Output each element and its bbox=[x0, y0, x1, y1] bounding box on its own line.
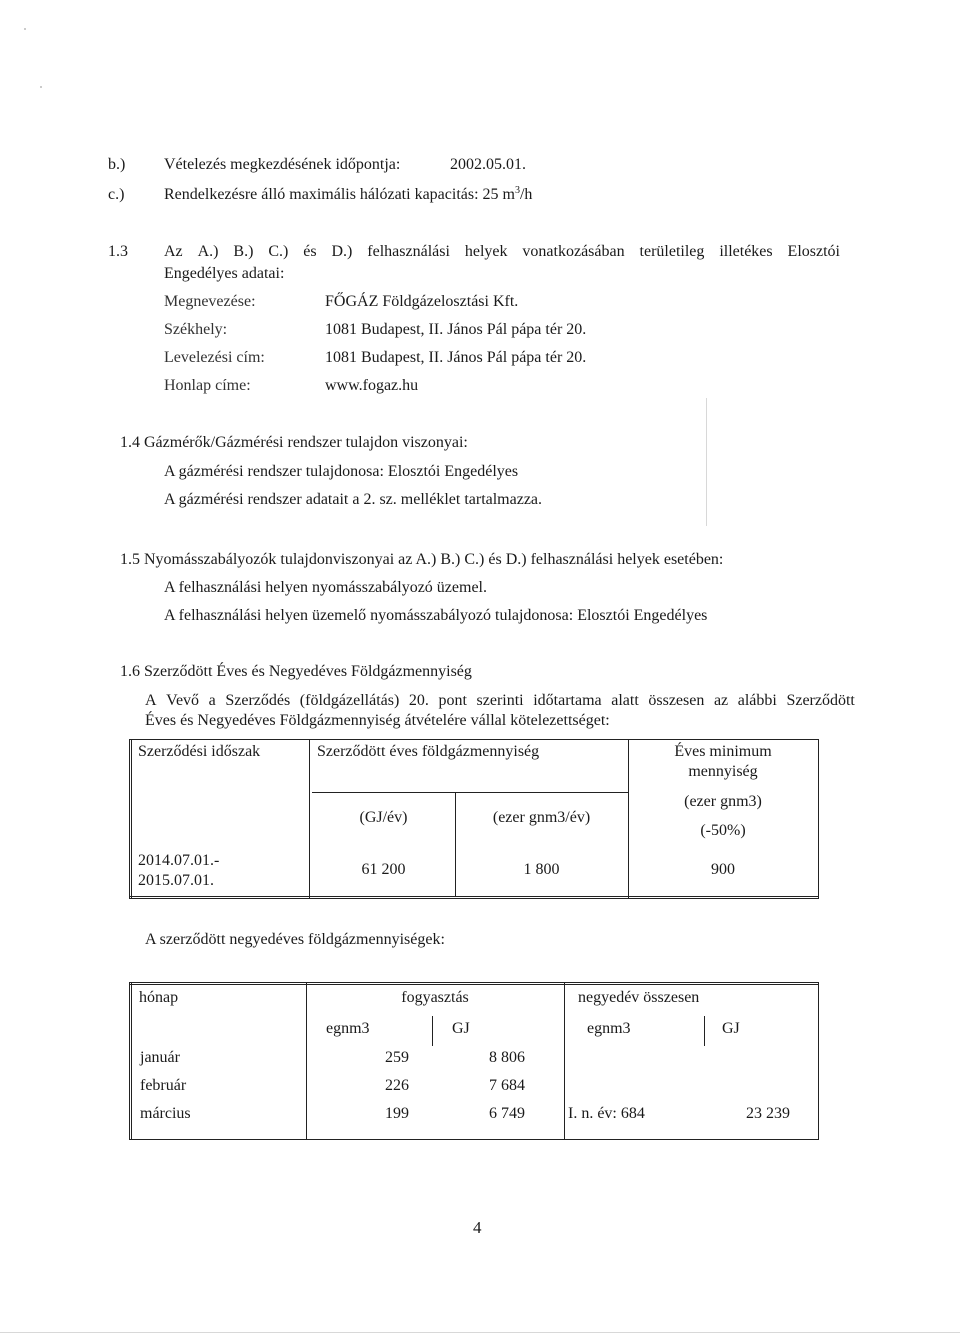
section-1-3-heading: Az A.) B.) C.) és D.) felhasználási helyek vonatkozásában területileg illetékes Elosztói bbox=[164, 243, 840, 260]
th-consumption: fogyasztás bbox=[401, 989, 469, 1006]
item-b-text: Vételezés megkezdésének időpontja: bbox=[164, 156, 401, 173]
th-period: Szerződési időszak bbox=[138, 743, 261, 760]
td-gj: 8 806 bbox=[489, 1049, 525, 1066]
scan-artifact bbox=[24, 28, 26, 30]
td-egnm3: 199 bbox=[385, 1105, 409, 1122]
th-egnm3: egnm3 bbox=[326, 1020, 370, 1037]
scan-artifact bbox=[40, 86, 42, 88]
field-value-web: www.fogaz.hu bbox=[325, 377, 419, 394]
th-quarter-total: negyedév összesen bbox=[578, 989, 700, 1006]
td-period-end: 2015.07.01. bbox=[138, 872, 214, 889]
th-min-line1: Éves minimum bbox=[674, 743, 772, 760]
th-gj: GJ bbox=[452, 1020, 470, 1037]
field-label-seat: Székhely: bbox=[164, 321, 228, 338]
th-quarter-gj: GJ bbox=[722, 1020, 740, 1037]
th-min-unit: (ezer gnm3) bbox=[684, 793, 762, 810]
th-gj: (GJ/év) bbox=[359, 809, 408, 826]
page-number: 4 bbox=[473, 1218, 482, 1237]
td-egnm3: 259 bbox=[385, 1049, 409, 1066]
section-1-4-line2: A gázmérési rendszer adatait a 2. sz. melléklet tartalmazza. bbox=[164, 491, 543, 508]
field-value-name: FŐGÁZ Földgázelosztási Kft. bbox=[325, 293, 519, 310]
td-month: március bbox=[140, 1105, 191, 1122]
field-value-mail: 1081 Budapest, II. János Pál pápa tér 20. bbox=[325, 349, 587, 366]
section-1-5-title: 1.5 Nyomásszabályozók tulajdonviszonyai az A.) B.) C.) és D.) felhasználási helyek esetében: bbox=[120, 551, 724, 568]
td-egnm3: 226 bbox=[385, 1077, 409, 1094]
td-period-start: 2014.07.01.- bbox=[138, 852, 220, 869]
field-label-web: Honlap címe: bbox=[164, 377, 251, 394]
th-month: hónap bbox=[139, 989, 179, 1006]
th-gnm3: (ezer gnm3/év) bbox=[492, 809, 591, 826]
td-month: február bbox=[140, 1077, 187, 1094]
th-min-pct: (-50%) bbox=[700, 822, 746, 839]
th-annual: Szerződött éves földgázmennyiség bbox=[317, 743, 540, 760]
td-gnm3: 1 800 bbox=[523, 861, 560, 878]
section-1-4-title: 1.4 Gázmérők/Gázmérési rendszer tulajdon viszonyai: bbox=[120, 434, 468, 451]
section-1-3-number: 1.3 bbox=[108, 243, 128, 260]
item-c-label: c.) bbox=[108, 186, 125, 203]
scan-line bbox=[0, 1332, 960, 1333]
section-1-6-paragraph-line1: A Vevő a Szerződés (földgázellátás) 20. pont szerinti időtartama alatt összesen az alábbi Szerződött bbox=[145, 692, 855, 709]
item-b-value: 2002.05.01. bbox=[450, 156, 526, 173]
td-min: 900 bbox=[711, 861, 735, 878]
quarterly-title: A szerződött negyedéves földgázmennyiségek: bbox=[145, 931, 445, 948]
section-1-5-line1: A felhasználási helyen nyomásszabályozó üzemel. bbox=[164, 579, 487, 596]
td-gj: 61 200 bbox=[361, 861, 406, 878]
section-1-3-line2: Engedélyes adatai: bbox=[164, 265, 285, 282]
section-1-6-paragraph-line2: Éves és Negyedéves Földgázmennyiség átvételére vállal kötelezettséget: bbox=[145, 712, 610, 729]
section-1-4-line1: A gázmérési rendszer tulajdonosa: Elosztói Engedélyes bbox=[164, 463, 519, 480]
item-c-text: Rendelkezésre álló maximális hálózati kapacitás: 25 $m^3/h$ bbox=[164, 185, 533, 203]
td-quarter-label: I. n. év: 684 bbox=[568, 1105, 645, 1122]
td-month: január bbox=[140, 1049, 180, 1066]
td-gj: 6 749 bbox=[489, 1105, 525, 1122]
th-quarter-egnm3: egnm3 bbox=[587, 1020, 631, 1037]
item-b-label: b.) bbox=[108, 156, 126, 173]
scan-line bbox=[706, 398, 707, 526]
field-label-mail: Levelezési cím: bbox=[164, 349, 265, 366]
section-1-5-line2: A felhasználási helyen üzemelő nyomásszabályozó tulajdonosa: Elosztói Engedélyes bbox=[164, 607, 708, 624]
th-min-line2: mennyiség bbox=[688, 763, 758, 780]
td-gj: 7 684 bbox=[489, 1077, 525, 1094]
section-1-6-title: 1.6 Szerződött Éves és Negyedéves Földgázmennyiség bbox=[120, 663, 472, 680]
field-label-name: Megnevezése: bbox=[164, 293, 256, 310]
field-value-seat: 1081 Budapest, II. János Pál pápa tér 20. bbox=[325, 321, 587, 338]
td-quarter-gj: 23 239 bbox=[746, 1105, 790, 1122]
